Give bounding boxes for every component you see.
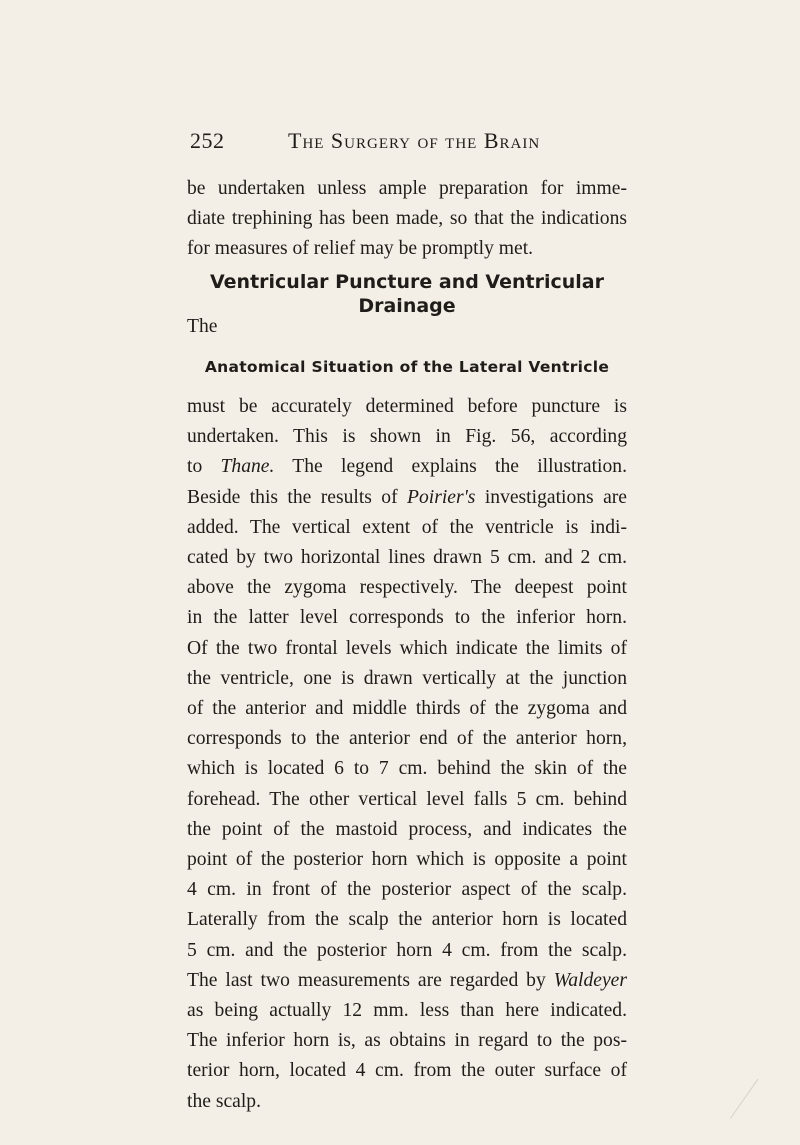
lead-word: The: [187, 316, 218, 337]
text-line: undertaken. This is shown in Fig. 56, according: [187, 426, 627, 448]
page-number: 252: [190, 128, 225, 153]
text-line: terior horn, located 4 cm. from the outer surface of: [187, 1060, 627, 1082]
text-line: above the zygoma respectively. The deepest point: [187, 577, 627, 599]
author-name: Poirier's: [407, 486, 476, 508]
subsection-heading: Anatomical Situation of the Lateral Ventricle: [204, 358, 610, 376]
page-header: [190, 128, 630, 158]
text-line: added. The vertical extent of the ventricle is indi-: [187, 516, 627, 538]
text-line: Laterally from the scalp the anterior horn is located: [187, 909, 627, 931]
text-line: forehead. The other vertical level falls 5 cm. behind: [187, 788, 627, 810]
running-title: The Surgery of the Brain: [288, 128, 541, 153]
text-line: which is located 6 to 7 cm. behind the skin of the: [187, 758, 627, 780]
section-heading-line: Drainage: [358, 295, 456, 317]
text-fragment: Beside this the results of: [187, 486, 398, 508]
text-line: the point of the mastoid process, and indicates the: [187, 818, 627, 840]
text-line: diate trephining has been made, so that the indications: [187, 208, 627, 230]
author-name: Waldeyer: [553, 969, 627, 991]
text-line: [187, 483, 627, 513]
intro-paragraph: [187, 174, 627, 265]
body-paragraph: [187, 392, 627, 1117]
text-fragment: investigations are: [484, 486, 627, 508]
text-line: point of the posterior horn which is opposite a point: [187, 849, 627, 871]
text-line: must be accurately determined before puncture is: [187, 396, 627, 417]
text-line: Of the two frontal levels which indicate the limits of: [187, 637, 627, 659]
text-line: as being actually 12 mm. less than here indicated.: [187, 1000, 627, 1022]
text-line: the ventricle, one is drawn vertically at the junction: [187, 667, 627, 689]
author-name: Thane.: [220, 456, 275, 478]
text-line: the scalp.: [187, 1090, 261, 1112]
text-line: be undertaken unless ample preparation for imme-: [187, 178, 627, 199]
text-line: cated by two horizontal lines drawn 5 cm. and 2 cm.: [187, 547, 627, 569]
text-line: corresponds to the anterior end of the anterior horn,: [187, 728, 627, 750]
section-heading: [187, 270, 627, 318]
text-line: [187, 966, 627, 996]
text-line: [187, 452, 627, 482]
text-line: in the latter level corresponds to the inferior horn.: [187, 607, 627, 629]
paper-mark: [730, 1079, 773, 1129]
text-line: 4 cm. in front of the posterior aspect of the scalp.: [187, 879, 627, 901]
text-line: for measures of relief may be promptly met.: [187, 238, 534, 260]
section-heading-line: Ventricular Puncture and Ventricular: [210, 271, 604, 293]
text-line: of the anterior and middle thirds of the zygoma and: [187, 698, 627, 720]
text-fragment: The last two measurements are regarded by: [187, 969, 546, 991]
text-line: The inferior horn is, as obtains in regard to the pos-: [187, 1030, 627, 1052]
text-fragment: to: [187, 456, 203, 478]
text-line: 5 cm. and the posterior horn 4 cm. from the scalp.: [187, 939, 627, 961]
text-fragment: The legend explains the illustration.: [292, 456, 627, 478]
